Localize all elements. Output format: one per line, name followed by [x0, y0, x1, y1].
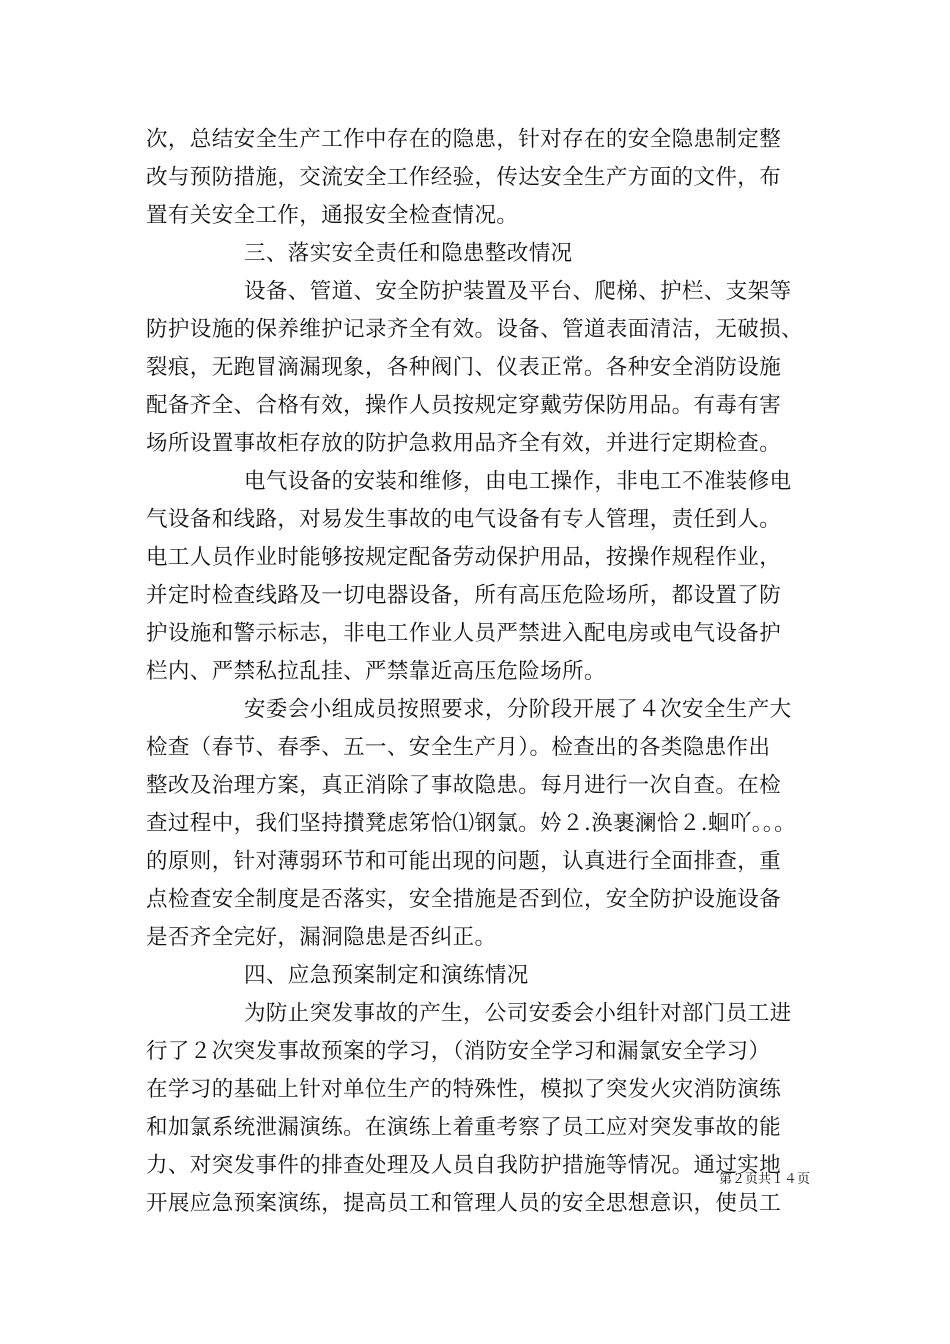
text-line: 查过程中，我们坚持攅凳虑笫恰⑴钢氯。妗２.涣裹澜恰２.蛔吖。。。	[146, 811, 796, 836]
text-line: 并定时检查线路及一切电器设备，所有高压危险场所，都设置了防	[146, 583, 782, 608]
text-line: 电气设备的安装和维修，由电工操作，非电工不准装修电	[244, 469, 792, 494]
text-line: 场所设置事故柜存放的防护急救用品齐全有效，并进行定期检查。	[146, 431, 782, 456]
text-line: 设备、管道、安全防护装置及平台、爬梯、护栏、支架等	[244, 279, 792, 304]
page-number: 第２页共１４页	[718, 1172, 810, 1187]
text-line: 的原则，针对薄弱环节和可能出现的问题，认真进行全面排查，重	[146, 849, 782, 874]
text-line: 次，总结安全生产工作中存在的隐患，针对存在的安全隐患制定整	[146, 127, 782, 152]
text-line: 裂痕，无跑冒滴漏现象，各种阀门、仪表正常。各种安全消防设施	[146, 355, 782, 380]
text-line: 安委会小组成员按照要求，分阶段开展了４次安全生产大	[244, 697, 792, 722]
section-heading: 三、落实安全责任和隐患整改情况	[244, 241, 573, 266]
text-line: 护设施和警示标志，非电工作业人员严禁进入配电房或电气设备护	[146, 621, 782, 646]
text-line: 栏内、严禁私拉乱挂、严禁靠近高压危险场所。	[146, 659, 606, 684]
text-line: 置有关安全工作，通报安全检查情况。	[146, 203, 519, 228]
section-heading: 四、应急预案制定和演练情况	[244, 963, 529, 988]
text-line: 气设备和线路，对易发生事故的电气设备有专人管理，责任到人。	[146, 507, 782, 532]
text-line: 为防止突发事故的产生，公司安委会小组针对部门员工进	[244, 1001, 792, 1026]
text-line: 和加氯系统泄漏演练。在演练上着重考察了员工应对突发事故的能	[146, 1115, 782, 1140]
text-line: 整改及治理方案，真正消除了事故隐患。每月进行一次自查。在检	[146, 773, 782, 798]
text-line: 行了２次突发事故预案的学习，（消防安全学习和漏氯安全学习）	[146, 1039, 771, 1064]
text-line: 在学习的基础上针对单位生产的特殊性，模拟了突发火灾消防演练	[146, 1077, 782, 1102]
text-line: 检查（春节、春季、五一、安全生产月）。检查出的各类隐患作出	[146, 735, 771, 760]
text-line: 是否齐全完好，漏洞隐患是否纠正。	[146, 925, 497, 950]
text-line: 开展应急预案演练，提高员工和管理人员的安全思想意识，使员工	[146, 1191, 782, 1216]
text-line: 改与预防措施，交流安全工作经验，传达安全生产方面的文件，布	[146, 165, 782, 190]
text-line: 配备齐全、合格有效，操作人员按规定穿戴劳保防用品。有毒有害	[146, 393, 782, 418]
text-line: 力、对突发事件的排查处理及人员自我防护措施等情况。通过实地	[146, 1153, 782, 1178]
text-line: 防护设施的保养维护记录齐全有效。设备、管道表面清洁，无破损、	[146, 317, 804, 342]
text-line: 点检查安全制度是否落实，安全措施是否到位，安全防护设施设备	[146, 887, 782, 912]
text-line: 电工人员作业时能够按规定配备劳动保护用品，按操作规程作业，	[146, 545, 782, 570]
